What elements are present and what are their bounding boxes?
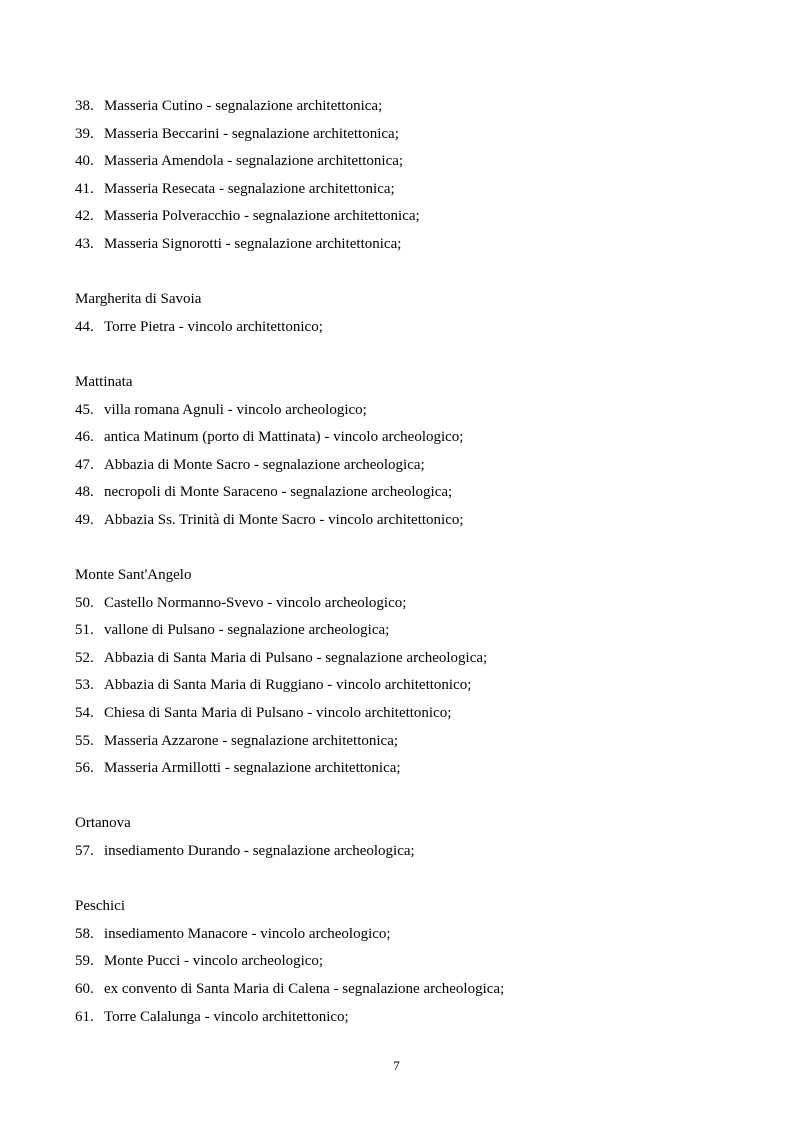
section-heading: Monte Sant'Angelo — [75, 567, 192, 584]
item-number: 61. — [75, 1008, 94, 1025]
list-item — [75, 755, 725, 783]
section-gap — [75, 341, 725, 369]
section-gap — [75, 866, 725, 894]
section-gap — [75, 259, 725, 287]
item-number: 42. — [75, 208, 94, 225]
item-number: 48. — [75, 484, 94, 501]
item-text: Masseria Polveracchio - segnalazione architettonica; — [104, 208, 420, 225]
item-number: 51. — [75, 622, 94, 639]
item-number: 40. — [75, 153, 94, 170]
item-text: insediamento Manacore - vincolo archeologico; — [104, 925, 391, 942]
list-item — [75, 948, 725, 976]
item-text: Torre Pietra - vincolo architettonico; — [104, 318, 323, 335]
item-text: insediamento Durando - segnalazione archeologica; — [104, 843, 415, 860]
item-number: 38. — [75, 98, 94, 114]
item-text: Chiesa di Santa Maria di Pulsano - vincolo architettonico; — [104, 705, 452, 722]
item-text: Abbazia di Santa Maria di Pulsano - segnalazione archeologica; — [104, 649, 488, 666]
page-number: 7 — [393, 1058, 400, 1073]
item-number: 46. — [75, 429, 94, 446]
list-item — [75, 1004, 725, 1032]
list-item — [75, 424, 725, 452]
list-item — [75, 231, 725, 259]
item-number: 52. — [75, 649, 94, 666]
item-number: 59. — [75, 953, 94, 970]
list-item — [75, 728, 725, 756]
list-item — [75, 921, 725, 949]
section-heading: Mattinata — [75, 373, 133, 390]
item-number: 57. — [75, 843, 94, 860]
item-text: Abbazia di Monte Sacro - segnalazione archeologica; — [104, 456, 425, 473]
section-heading: Ortanova — [75, 815, 131, 832]
item-text: Abbazia Ss. Trinità di Monte Sacro - vincolo architettonico; — [104, 511, 464, 528]
section-gap — [75, 535, 725, 563]
item-text: Castello Normanno-Svevo - vincolo archeologico; — [104, 594, 407, 611]
item-text: Masseria Resecata - segnalazione architettonica; — [104, 180, 395, 197]
section-heading: Peschici — [75, 898, 125, 915]
section-gap — [75, 783, 725, 811]
section-heading: Margherita di Savoia — [75, 291, 202, 308]
item-text: Masseria Signorotti - segnalazione architettonica; — [104, 235, 402, 252]
document-body — [75, 93, 725, 1031]
list-item — [75, 121, 725, 149]
item-text: vallone di Pulsano - segnalazione archeologica; — [104, 622, 390, 639]
item-number: 55. — [75, 732, 94, 749]
list-item — [75, 617, 725, 645]
item-number: 60. — [75, 981, 94, 997]
item-number: 43. — [75, 235, 94, 252]
item-text: villa romana Agnuli - vincolo archeologico; — [104, 401, 367, 418]
item-text: Masseria Cutino - segnalazione architettonica; — [104, 98, 383, 114]
list-item — [75, 672, 725, 700]
list-item — [75, 452, 725, 480]
list-item — [75, 976, 725, 1004]
item-number: 39. — [75, 125, 94, 142]
list-item — [75, 314, 725, 342]
list-item — [75, 148, 725, 176]
item-text: ex convento di Santa Maria di Calena - segnalazione archeologica; — [104, 981, 505, 997]
item-number: 50. — [75, 594, 94, 611]
item-text: antica Matinum (porto di Mattinata) - vincolo archeologico; — [104, 429, 464, 446]
list-item — [75, 176, 725, 204]
item-number: 45. — [75, 401, 94, 418]
item-number: 44. — [75, 318, 94, 335]
list-item — [75, 590, 725, 618]
list-item — [75, 838, 725, 866]
item-number: 58. — [75, 925, 94, 942]
item-number: 41. — [75, 180, 94, 197]
item-text: Masseria Armillotti - segnalazione architettonica; — [104, 760, 401, 777]
item-number: 54. — [75, 705, 94, 722]
item-text: Abbazia di Santa Maria di Ruggiano - vincolo architettonico; — [104, 677, 472, 694]
item-text: Torre Calalunga - vincolo architettonico; — [104, 1008, 349, 1025]
list-item — [75, 479, 725, 507]
list-item — [75, 645, 725, 673]
list-item — [75, 93, 725, 121]
list-item — [75, 507, 725, 535]
list-item — [75, 700, 725, 728]
list-item — [75, 203, 725, 231]
item-text: necropoli di Monte Saraceno - segnalazione archeologica; — [104, 484, 453, 501]
item-text: Masseria Azzarone - segnalazione architettonica; — [104, 732, 399, 749]
item-number: 47. — [75, 456, 94, 473]
item-text: Monte Pucci - vincolo archeologico; — [104, 953, 324, 970]
item-text: Masseria Amendola - segnalazione architettonica; — [104, 153, 404, 170]
list-item — [75, 397, 725, 425]
item-text: Masseria Beccarini - segnalazione architettonica; — [104, 125, 399, 142]
item-number: 49. — [75, 511, 94, 528]
item-number: 56. — [75, 760, 94, 777]
item-number: 53. — [75, 677, 94, 694]
